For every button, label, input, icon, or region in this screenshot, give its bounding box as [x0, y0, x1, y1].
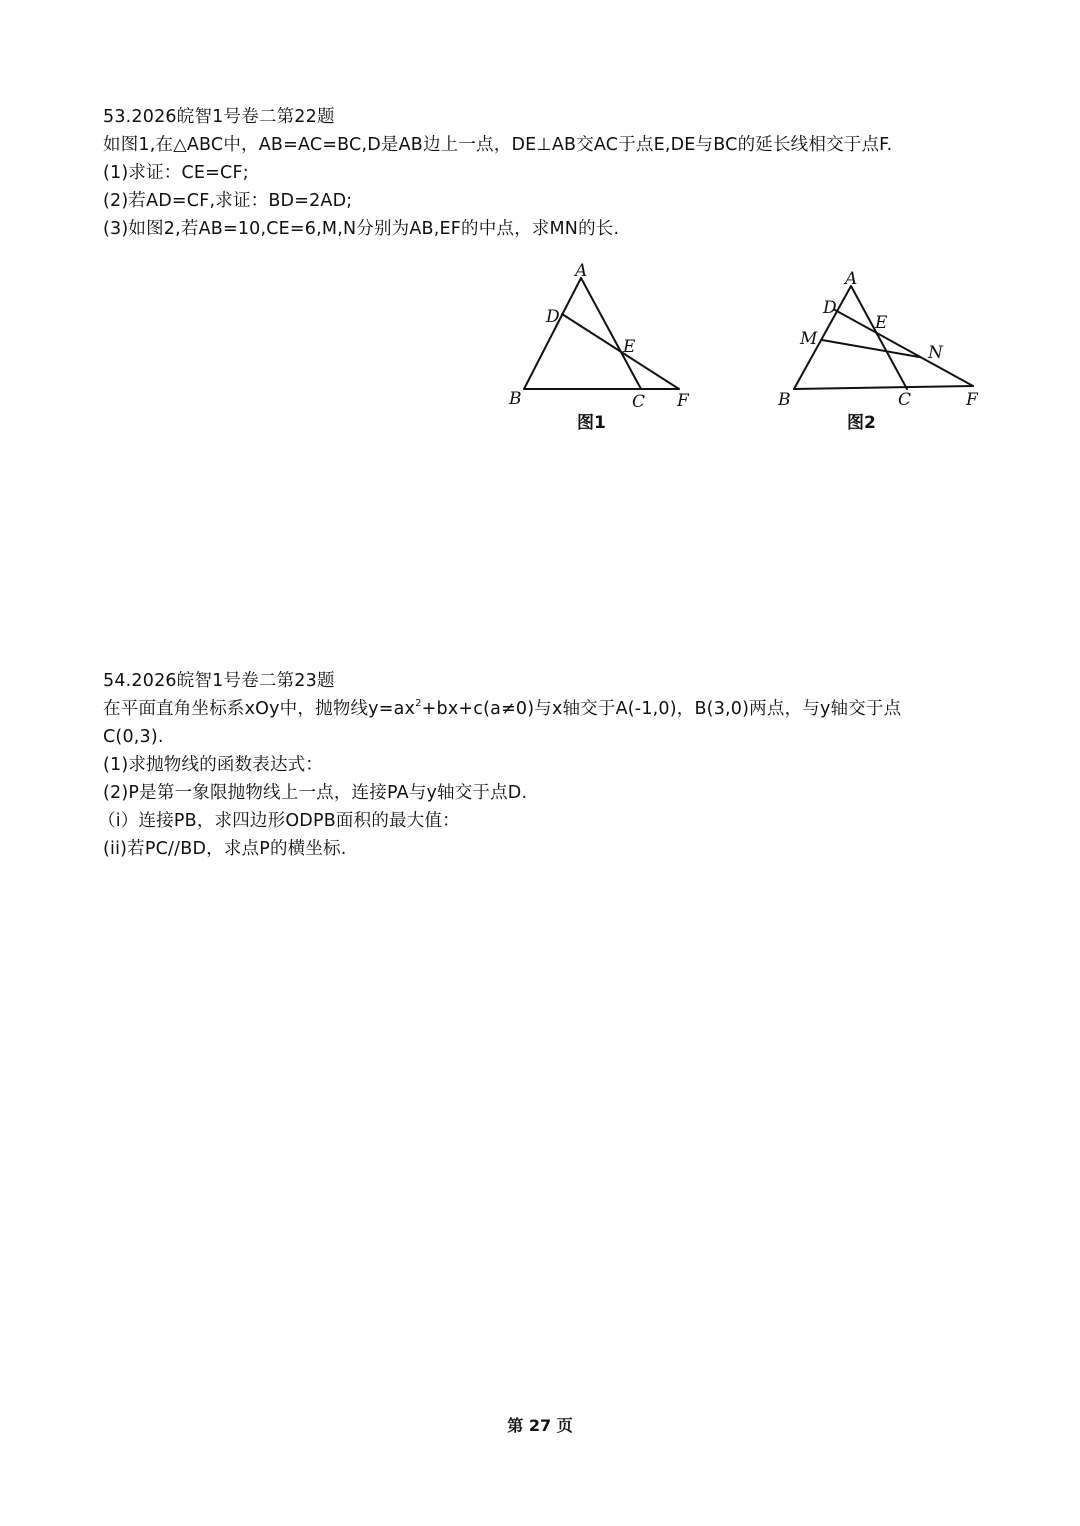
fig2-label-c: C	[898, 390, 912, 410]
fig2-label-a: A	[845, 269, 858, 289]
q54-stem-cont: C(0,3).	[103, 727, 164, 747]
q54-stem-exponent: 2	[415, 698, 422, 710]
fig2-label-n: N	[928, 343, 943, 363]
q54-part2: (2)P是第一象限抛物线上一点，连接PA与y轴交于点D.	[103, 783, 528, 803]
q53-part2: (2)若AD=CF,求证：BD=2AD;	[103, 191, 353, 211]
fig1-label-e: E	[623, 337, 636, 357]
fig1-side-ac	[581, 278, 641, 389]
figure-1-diagram	[500, 262, 710, 412]
q54-part2-ii: (ii)若PC//BD，求点P的横坐标.	[103, 839, 347, 859]
fig2-label-m: M	[800, 329, 818, 349]
fig1-label-c: C	[632, 392, 646, 412]
figure-2-caption: 图2	[847, 413, 876, 433]
q54-stem-part-a: 在平面直角坐标系xOy中，抛物线y=ax	[103, 699, 416, 719]
fig2-label-f: F	[966, 390, 978, 410]
fig2-label-d: D	[823, 298, 837, 318]
q54-stem	[103, 695, 901, 723]
fig2-label-b: B	[778, 390, 791, 410]
fig1-label-b: B	[509, 389, 522, 409]
fig2-label-e: E	[875, 313, 888, 333]
q53-stem: 如图1,在△ABC中，AB=AC=BC,D是AB边上一点，DE⊥AB交AC于点E,DE与BC的延长线相交于点F.	[103, 135, 893, 155]
q53-part1: (1)求证：CE=CF;	[103, 163, 249, 183]
figure-1-caption: 图1	[577, 413, 606, 433]
fig1-line-df	[562, 314, 679, 389]
figure-2-diagram	[770, 262, 990, 412]
q54-part2-i: （i）连接PB，求四边形ODPB面积的最大值：	[98, 811, 460, 831]
fig1-label-f: F	[677, 391, 689, 411]
fig1-label-a: A	[575, 262, 588, 281]
fig2-side-ac	[851, 286, 907, 389]
page-number: 第 27 页	[507, 1416, 573, 1435]
q54-stem-part-b: +bx+c(a≠0)与x轴交于A(-1,0)，B(3,0)两点，与y轴交于点	[421, 699, 902, 719]
fig1-label-d: D	[546, 307, 560, 327]
q54-part1: (1)求抛物线的函数表达式：	[103, 755, 324, 775]
fig2-line-bf	[794, 386, 973, 389]
q53-part3: (3)如图2,若AB=10,CE=6,M,N分别为AB,EF的中点，求MN的长.	[103, 219, 620, 239]
q53-title: 53.2026皖智1号卷二第22题	[103, 107, 335, 127]
fig2-line-df	[835, 310, 973, 386]
q54-title: 54.2026皖智1号卷二第23题	[103, 671, 335, 691]
fig1-side-ab	[524, 278, 581, 389]
